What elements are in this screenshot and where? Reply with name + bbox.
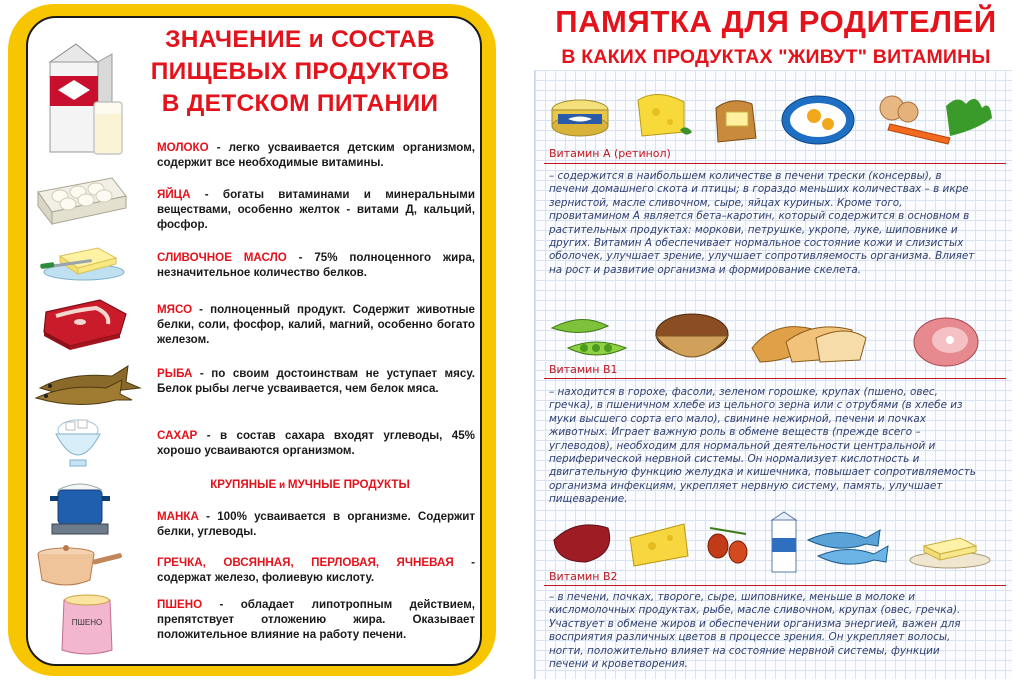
vitamin-a-underline <box>544 163 1006 164</box>
vitamin-a-text: – содержится в наибольшем количестве в печени трески (консервы), в печени домашнего скота и птицы; в гораздо меньших количествах – в икре зернистой, масле сливочном, сыре, яйцах куриных. Кроме того, провитамином А является бета–каротин, который содержится в основном в растительных продуктах: моркови, петрушке, укропе, луке, шиповнике и других. Витамин А обеспечивает нормальное состояние кожи и слизистых оболочек, улучшает зрение, улучшает сопротивляемость организма. Влияет на рост и развитие организма и формирование скелета. <box>549 170 975 276</box>
item-keyword: ПШЕНО <box>157 598 203 611</box>
vitamin-b2-underline <box>544 585 1006 586</box>
item-text: - легко усваивается детским организмом, содержит все необходимые витамины. <box>157 141 475 170</box>
item-millet <box>157 597 475 643</box>
meat-steak-icon <box>40 294 130 352</box>
item-text: - 100% усваивается в организме. Содержит белки, углеводы. <box>157 510 475 539</box>
item-keyword: МЯСО <box>157 303 193 316</box>
title-line-2: ПИЩЕВЫХ ПРОДУКТОВ <box>150 58 450 85</box>
right-poster <box>512 0 1024 681</box>
section-heading-grains <box>190 478 430 491</box>
vitamin-b2-text: – в печени, почках, твороге, сыре, шиповнике, меньше в молоке и кисломолочных продуктах, рыбе, масле сливочном, крупах (овес, гречка). Участвует в обмене жиров и обеспечении организма энергией, важен для восприятия различных цветов в процессе зрения. Он укрепляет волосы, ногти, положительно влияет на состояние нервной системы, функции печени и кроветворения. <box>549 591 961 671</box>
item-text: - обладает липотропным действием, препятствует отложению жира. Оказывает положительное влияние на работу печени. <box>157 598 475 642</box>
item-semolina <box>157 509 475 539</box>
item-sugar <box>157 428 475 458</box>
section-heading-and: и <box>276 480 288 491</box>
butter-dish-icon <box>910 538 990 568</box>
section-heading-part1: КРУПЯНЫЕ <box>210 478 277 491</box>
vitamin-b2-heading: Витамин В2 <box>549 570 618 583</box>
item-fish <box>157 366 475 396</box>
right-poster-title: ПАМЯТКА ДЛЯ РОДИТЕЛЕЙ <box>555 4 997 39</box>
butter-icon <box>40 236 136 282</box>
ham-icon <box>914 318 978 366</box>
section-heading-part2: МУЧНЫЕ ПРОДУКТЫ <box>287 478 410 491</box>
vitamin-b1-text: – находится в горохе, фасоли, зеленом горошке, крупах (пшено, овес, гречка), в пшеничном хлебе из цельного зерна или с отрубями (в хлебе из муки высшего сорта его мало), свинине нежирной, печени и почках животных. Играет важную роль в обмене веществ (прежде всего – углеводов), необходим для нормальной деятельности центральной и периферической нервной системы. Он нормализует кислотность и двигательную функцию желудка и кишечника, повышает сопротивляемость организма инфекциям, укрепляет нервную систему, память, улучшает пищеварение. <box>549 386 976 506</box>
vitamin-b1-heading: Витамин В1 <box>549 363 618 376</box>
item-keyword: ГРЕЧКА, ОВСЯННАЯ, ПЕРЛОВАЯ, ЯЧНЕВАЯ <box>157 556 454 569</box>
buckwheat-bowl-icon <box>656 314 728 357</box>
item-cereals <box>157 555 475 585</box>
item-keyword: СЛИВОЧНОЕ МАСЛО <box>157 251 287 264</box>
bread-icon <box>752 327 866 362</box>
milk-carton-icon <box>36 40 130 158</box>
cheese-wedge-icon <box>630 524 688 566</box>
item-keyword: ЯЙЦА <box>157 188 191 201</box>
item-meat <box>157 302 475 348</box>
milk-pack-icon <box>772 512 796 572</box>
item-keyword: САХАР <box>157 429 198 442</box>
item-keyword: МАНКА <box>157 510 199 523</box>
rosehip-icon <box>708 528 747 563</box>
sugar-bowl-icon <box>50 416 110 472</box>
left-poster-title <box>120 24 480 120</box>
millet-bag-icon <box>58 592 116 658</box>
item-butter <box>157 250 475 280</box>
peas-icon <box>552 319 626 355</box>
vitamin-a-foods-illustration <box>546 86 1006 152</box>
item-eggs <box>157 187 475 233</box>
egg-carton-icon <box>34 168 130 226</box>
item-text: - в состав сахара входят углеводы, 45% хорошо усваиваются организмом. <box>157 429 475 458</box>
vitamin-a-heading: Витамин А (ретинол) <box>549 147 671 160</box>
fish-pair-icon <box>808 530 888 564</box>
cooking-pot-icon <box>44 478 116 538</box>
title-line-3: В ДЕТСКОМ ПИТАНИИ <box>161 90 439 117</box>
item-keyword: РЫБА <box>157 367 193 380</box>
vitamin-b2-foods-illustration <box>546 510 1006 578</box>
item-text: - содержат железо, фолиевую кислоту. <box>157 556 475 585</box>
item-text: - 75% полноценного жира, незначительное количество белков. <box>157 251 476 280</box>
bag-label: ПШЕНО <box>71 618 103 627</box>
fish-tin-icon <box>552 100 608 136</box>
item-text: - полноценный продукт. Содержит животные белки, соли, фосфор, калий, магний, особенно богато железом. <box>157 303 475 347</box>
saucepan-icon <box>32 544 124 592</box>
item-milk <box>157 140 475 170</box>
fried-egg-plate-icon <box>782 96 854 144</box>
item-keyword: МОЛОКО <box>157 141 209 154</box>
item-text: - богаты витаминами и минеральными веществами, особенно желток - витами Д, кальций, фосфор. <box>157 188 475 232</box>
onion-carrot-parsley-icon <box>880 96 992 144</box>
right-poster-subtitle: В КАКИХ ПРОДУКТАХ "ЖИВУТ" ВИТАМИНЫ <box>561 46 991 68</box>
toast-butter-icon <box>716 101 756 142</box>
fish-icon <box>32 358 148 408</box>
liver-icon <box>554 525 610 562</box>
vitamin-b1-underline <box>544 378 1006 379</box>
item-text: - по своим достоинствам не уступает мясу. Белок рыбы легче усваивается, чем белок мяса. <box>157 367 475 396</box>
title-line-1: ЗНАЧЕНИЕ и СОСТАВ <box>165 26 435 53</box>
cheese-icon <box>638 94 692 136</box>
